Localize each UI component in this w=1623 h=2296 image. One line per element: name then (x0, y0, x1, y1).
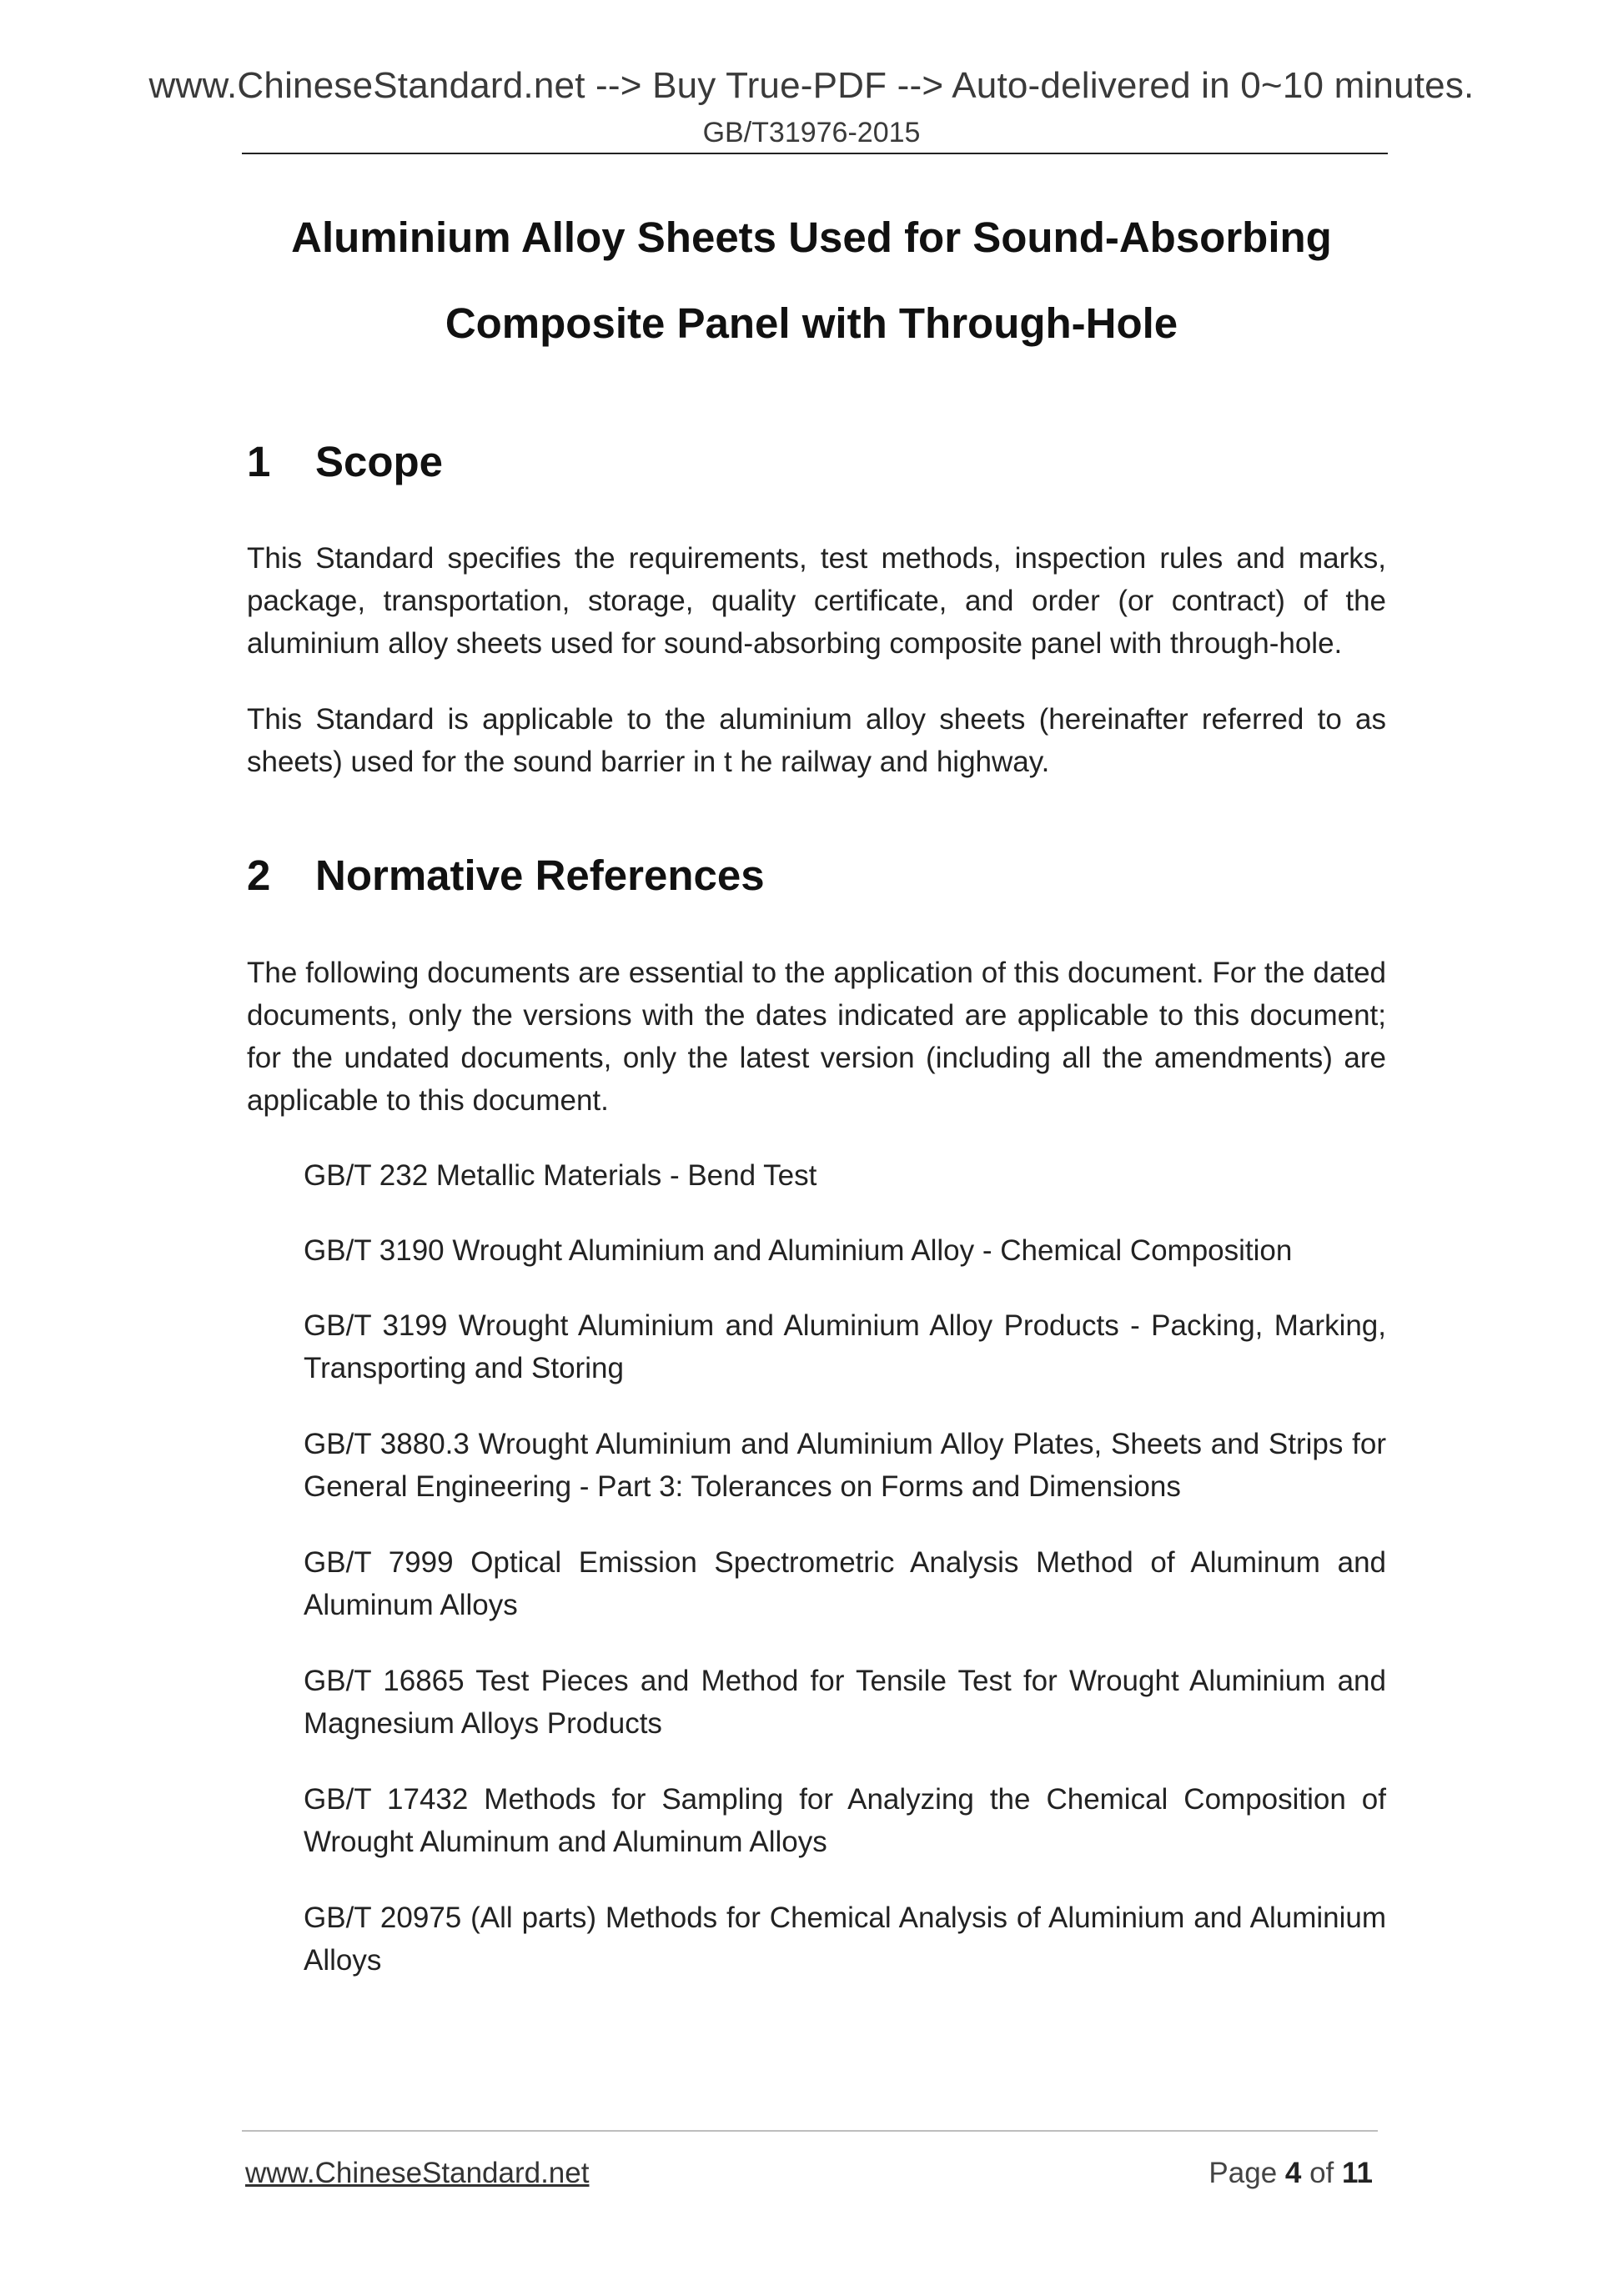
reference-item: GB/T 3199 Wrought Aluminium and Aluminium Alloy Products - Packing, Marking, Transporting and Storing (304, 1309, 1386, 1384)
header-banner[interactable]: www.ChineseStandard.net --> Buy True-PDF --> Auto-delivered in 0~10 minutes. (148, 65, 1475, 106)
reference-item: GB/T 3880.3 Wrought Aluminium and Aluminium Alloy Plates, Sheets and Strips for General Engineering - Part 3: Tolerances on Forms and Dimensions (304, 1428, 1386, 1503)
reference-item: GB/T 17432 Methods for Sampling for Analyzing the Chemical Composition of Wrought Aluminum and Aluminum Alloys (304, 1783, 1386, 1858)
reference-item: GB/T 16865 Test Pieces and Method for Tensile Test for Wrought Aluminium and Magnesium Alloys Products (304, 1665, 1386, 1740)
page-of: of (1301, 2157, 1342, 2189)
document-title-line-1: Aluminium Alloy Sheets Used for Sound-Absorbing (291, 214, 1332, 261)
page-prefix: Page (1208, 2157, 1285, 2189)
section-number: 2 (247, 852, 271, 899)
section-title: Normative References (315, 852, 765, 899)
section-heading-scope (247, 437, 443, 486)
section-heading-normative-references (247, 851, 765, 900)
footer-site-link[interactable]: www.ChineseStandard.net (245, 2157, 590, 2189)
reference-item: GB/T 20975 (All parts) Methods for Chemical Analysis of Aluminium and Aluminium Alloys (304, 1902, 1386, 1977)
page-current: 4 (1284, 2157, 1302, 2189)
scope-paragraph: This Standard specifies the requirements, test methods, inspection rules and marks, package, transportation, storage, quality certificate, and order (or contract) of the aluminium alloy sheets used for sound-absorbing composite panel with through-hole. (247, 542, 1386, 660)
section-number: 1 (247, 438, 271, 485)
reference-item: GB/T 7999 Optical Emission Spectrometric Analysis Method of Aluminum and Aluminum Alloys (304, 1546, 1386, 1621)
reference-item: GB/T 232 Metallic Materials - Bend Test (304, 1159, 817, 1192)
footer-divider (242, 2130, 1378, 2132)
header-divider (242, 153, 1388, 154)
standard-number: GB/T31976-2015 (702, 117, 921, 148)
page-total: 11 (1342, 2157, 1373, 2189)
scope-paragraph: This Standard is applicable to the aluminium alloy sheets (hereinafter referred to as sheets) used for the sound barrier in t he railway and highway. (247, 703, 1386, 778)
references-intro-paragraph: The following documents are essential to the application of this document. For the dated documents, only the versions with the dates indicated are applicable to this document; for the undated documents, only the latest version (including all the amendments) are applicable to this document. (247, 957, 1386, 1117)
document-title-line-2: Composite Panel with Through-Hole (445, 299, 1178, 347)
section-title: Scope (315, 438, 444, 485)
reference-item: GB/T 3190 Wrought Aluminium and Aluminium Alloy - Chemical Composition (304, 1234, 1293, 1267)
page-indicator (1208, 2157, 1373, 2190)
